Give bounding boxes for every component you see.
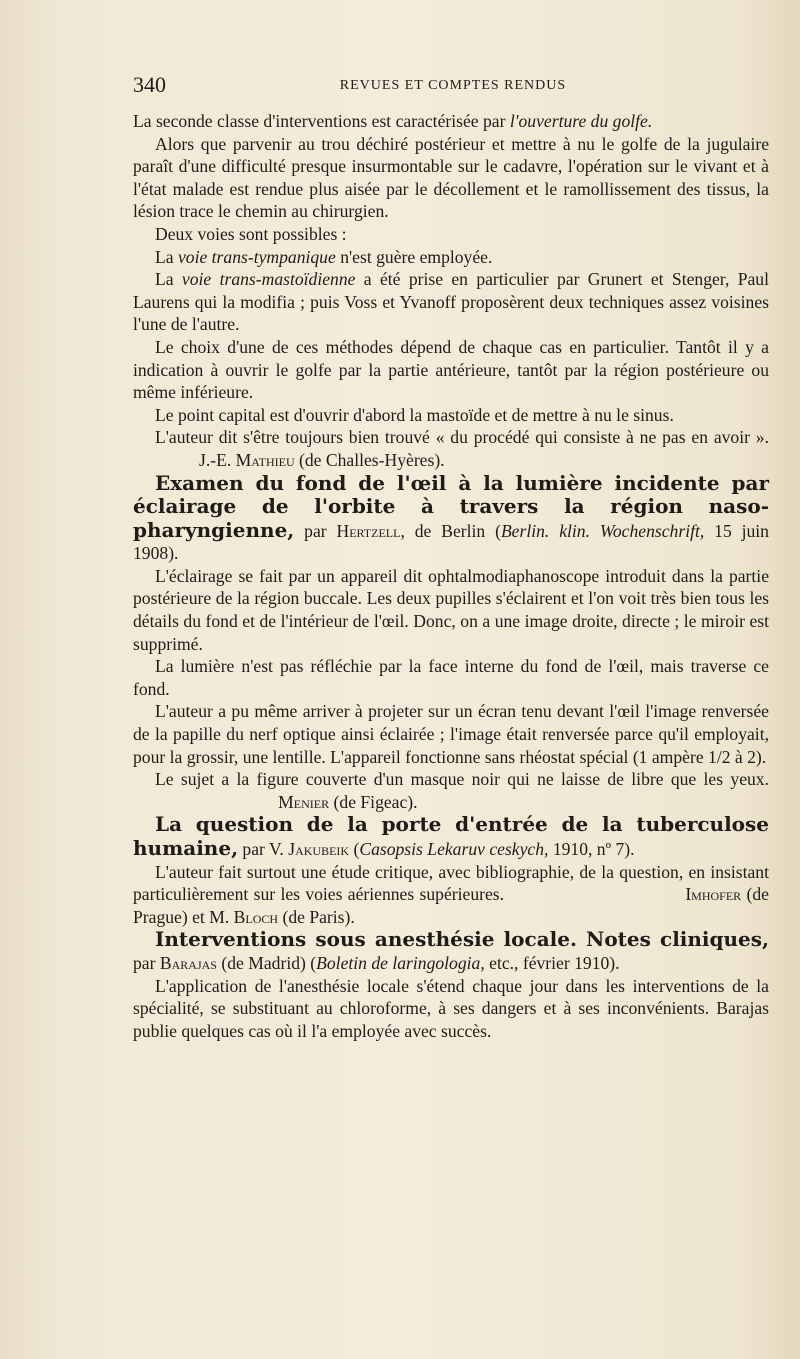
paragraph: Le point capital est d'ouvrir d'abord la mastoïde et de mettre à nu le sinus. xyxy=(155,404,674,425)
paragraph: La voie trans-tympanique n'est guère employée. xyxy=(155,246,493,267)
paragraph: La seconde classe d'interventions est caractérisée par l'ouverture du golfe. xyxy=(133,111,653,131)
page-number: 340 xyxy=(133,72,166,97)
signature: Imhofer (de Prague) et M. Bloch (de Paris). xyxy=(133,884,769,927)
emphasis: voie trans-mastoïdienne xyxy=(181,269,356,290)
paragraph: La voie trans-mastoïdienne a été prise en particulier par Grunert et Stenger, Paul Laurens qui la modifia ; puis Voss et Yvanoff proposèrent deux techniques assez voisines l'une de l'autre. xyxy=(133,269,769,335)
article-title: Examen du fond de l'œil à la lumière incidente par éclairage de l'orbite à travers la région naso-pharyngienne, xyxy=(133,470,769,542)
paragraph-with-signature: L'auteur fait surtout une étude critique, avec bibliographie, de la question, en insistant particulièrement sur les voies aériennes supérieures. Imhofer (de Prague) et M. Bloch (de Paris). xyxy=(133,861,769,927)
paragraph-with-signature: L'auteur dit s'être toujours bien trouvé « du procédé qui consiste à ne pas en avoir ». J.-E. Mathieu (de Challes-Hyères). xyxy=(155,427,769,470)
paragraph: L'éclairage se fait par un appareil dit ophtalmodiaphanoscope introduit dans la partie postérieure de la région buccale. Les deux pupilles s'éclairent et l'on voit très bien tous les détails du fond et de l'intérieur de l'œil. Donc, on a une image droite, directe ; le miroir est supprimé. xyxy=(133,565,769,654)
paragraph: Deux voies sont possibles : xyxy=(155,223,347,244)
journal-name: Berlin. klin. Wochenschrift, xyxy=(500,520,705,541)
article-heading: Interventions sous anesthésie locale. Notes cliniques, par Barajas (de Madrid) (Boletin de laringologia, etc., février 1910). xyxy=(133,927,769,973)
paragraph: L'application de l'anesthésie locale s'étend chaque jour dans les interventions de la spécialité, se substituant au chloroforme, à ses dangers et à ses inconvénients. Barajas publie quelques cas où il l'a employée avec succès. xyxy=(133,975,769,1041)
author-name: Hertzell xyxy=(336,520,401,541)
paragraph: L'auteur a pu même arriver à projeter sur un écran tenu devant l'œil l'image renversée de la papille du nerf optique ainsi éclairée ; l'image était renversée parce qu'il employait, pour la grossir, une lentille. L'appareil fonctionne sans rhéostat spécial (1 ampère 1/2 à 2). xyxy=(133,701,769,767)
signature: Menier (de Figeac). xyxy=(278,791,418,812)
author-name: Jakubeik xyxy=(288,839,350,859)
paragraph: Alors que parvenir au trou déchiré postérieur et mettre à nu le golfe de la jugulaire paraît d'une difficulté presque insurmontable sur le cadavre, l'opération sur le vivant et à l'état malade est rendue plus aisée par le décollement et le ramollissement des tissus, la lésion trace le chemin au chirurgien. xyxy=(133,133,769,222)
paragraph: La lumière n'est pas réfléchie par la face interne du fond de l'œil, mais traverse ce fond. xyxy=(133,656,769,699)
article-title: Interventions sous anesthésie locale. Notes cliniques, xyxy=(155,927,769,952)
emphasis: l'ouverture du golfe. xyxy=(509,111,653,131)
article-heading: Examen du fond de l'œil à la lumière incidente par éclairage de l'orbite à travers la région naso-pharyngienne, par Hertzell, de Berlin (Berlin. klin. Wochenschrift, 15 juin 1908). xyxy=(133,470,769,564)
journal-name: Boletin de laringologia, xyxy=(316,952,485,973)
journal-name: Casopsis Lekaruv ceskych, xyxy=(359,839,549,859)
paragraph: Le choix d'une de ces méthodes dépend de chaque cas en particulier. Tantôt il y a indication à ouvrir le golfe par la partie antérieure, tantôt par la région postérieure ou même inférieure. xyxy=(133,336,769,403)
page-header xyxy=(133,70,773,100)
running-head: REVUES ET COMPTES RENDUS xyxy=(339,78,567,93)
page-body xyxy=(133,110,769,1042)
author-name: Barajas xyxy=(159,952,217,973)
paragraph-with-signature: Le sujet a la figure couverte d'un masque noir qui ne laisse de libre que les yeux. Menier (de Figeac). xyxy=(155,769,769,812)
emphasis: voie trans-tympanique xyxy=(177,246,336,267)
article-heading: La question de la porte d'entrée de la tuberculose humaine, par V. Jakubeik (Casopsis Lekaruv ceskych, 1910, nº 7). xyxy=(133,812,769,860)
article-title: La question de la porte d'entrée de la tuberculose humaine, xyxy=(133,812,769,860)
signature: J.-E. Mathieu (de Challes-Hyères). xyxy=(198,449,445,470)
